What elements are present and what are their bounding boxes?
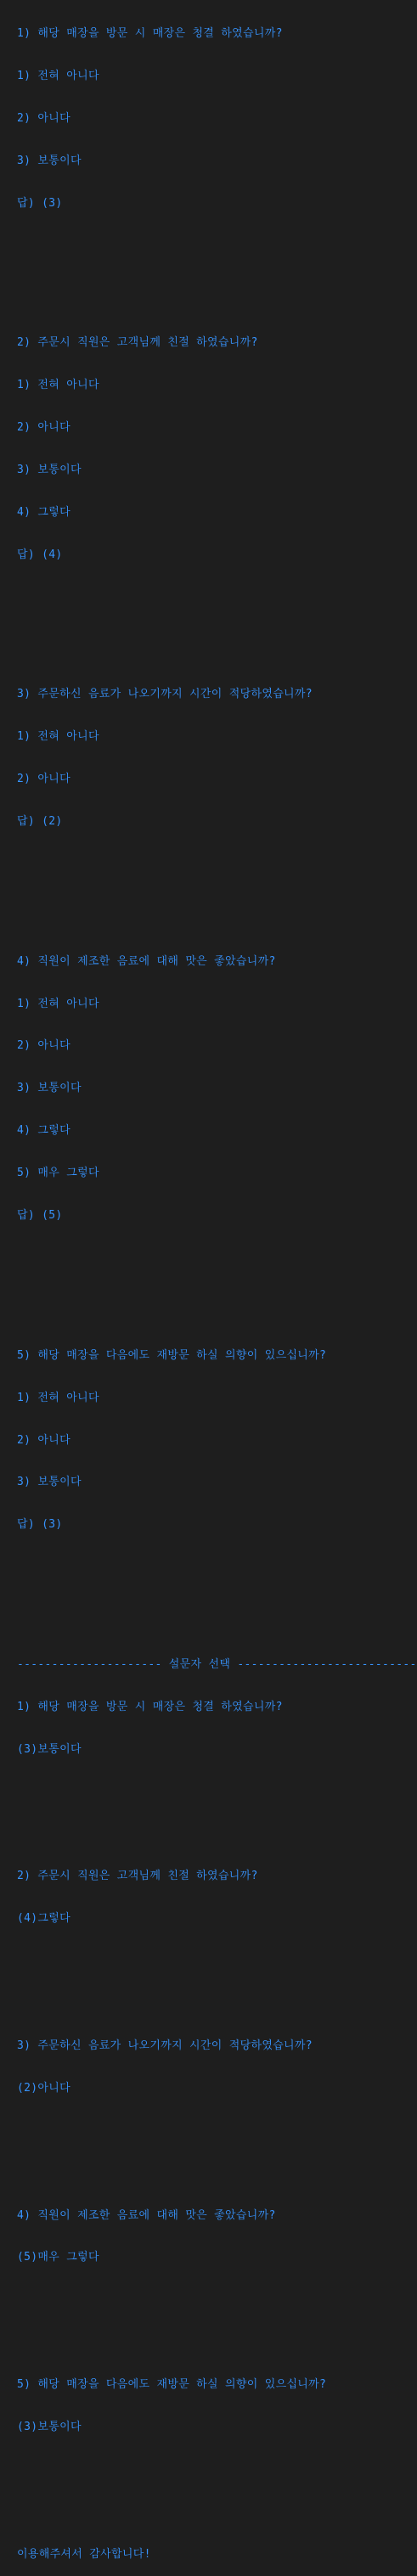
blank-line	[17, 279, 409, 296]
blank-line	[17, 2334, 409, 2351]
blank-line	[17, 1250, 409, 1267]
summary-question-4: 4) 직원이 제조한 음료에 대해 맛은 좋았습니까?	[17, 2208, 276, 2222]
option-line: 4) 그렇다	[17, 505, 70, 519]
answer-line: 답) (5)	[17, 1209, 63, 1223]
blank-line	[17, 2292, 409, 2309]
answer-line: 답) (2)	[17, 815, 63, 829]
summary-divider: --------------------- 설문자 선택 --------------------------	[17, 1657, 417, 1671]
blank-line	[17, 1292, 409, 1309]
blank-line	[17, 2461, 409, 2478]
survey-question-4: 4) 직원이 제조한 음료에 대해 맛은 좋았습니까?	[17, 954, 276, 968]
blank-line	[17, 1784, 409, 1801]
blank-line	[17, 1826, 409, 1843]
summary-answer-1: (3)보통이다	[17, 1742, 82, 1756]
answer-line: 답) (3)	[17, 1518, 63, 1532]
blank-line	[17, 631, 409, 648]
blank-line	[17, 237, 409, 254]
survey-question-1: 1) 해당 매장을 방문 시 매장은 청결 하였습니까?	[17, 27, 283, 40]
summary-question-2: 2) 주문시 직원은 고객님께 친절 하였습니까?	[17, 1870, 258, 1883]
option-line: 1) 전혀 아니다	[17, 379, 99, 392]
option-line: 2) 아니다	[17, 773, 70, 786]
option-line: 3) 보통이다	[17, 1476, 82, 1489]
blank-line	[17, 898, 409, 915]
console-output	[17, 0, 417, 2576]
blank-line	[17, 2165, 409, 2182]
survey-question-2: 2) 주문시 직원은 고객님께 친절 하였습니까?	[17, 336, 258, 350]
blank-line	[17, 2504, 409, 2521]
summary-question-3: 3) 주문하신 음료가 나오기까지 시간이 적당하였습니까?	[17, 2039, 313, 2052]
answer-line: 답) (3)	[17, 196, 63, 210]
blank-line	[17, 1559, 409, 1576]
option-line: 2) 아니다	[17, 1039, 70, 1053]
option-line: 1) 전혀 아니다	[17, 730, 99, 744]
summary-question-1: 1) 해당 매장을 방문 시 매장은 청결 하였습니까?	[17, 1700, 283, 1713]
thank-you-message: 이용해주셔서 감사합니다!	[17, 2547, 151, 2561]
blank-line	[17, 1601, 409, 1618]
option-line: 4) 그렇다	[17, 1124, 70, 1138]
option-line: 3) 보통이다	[17, 463, 82, 476]
summary-answer-4: (5)매우 그렇다	[17, 2251, 99, 2264]
option-line: 3) 보통이다	[17, 1082, 82, 1095]
blank-line	[17, 856, 409, 873]
blank-line	[17, 589, 409, 606]
survey-question-3: 3) 주문하신 음료가 나오기까지 시간이 적당하였습니까?	[17, 688, 313, 701]
option-line: 3) 보통이다	[17, 154, 82, 167]
summary-answer-5: (3)보통이다	[17, 2420, 82, 2433]
survey-question-5: 5) 해당 매장을 다음에도 재방문 하실 의향이 있으십니까?	[17, 1348, 327, 1362]
blank-line	[17, 2123, 409, 2140]
blank-line	[17, 1953, 409, 1970]
summary-answer-3: (2)아니다	[17, 2081, 70, 2095]
option-line: 1) 전혀 아니다	[17, 997, 99, 1010]
option-line: 1) 전혀 아니다	[17, 1391, 99, 1404]
summary-question-5: 5) 해당 매장을 다음에도 재방문 하실 의향이 있으십니까?	[17, 2378, 327, 2392]
option-line: 2) 아니다	[17, 1433, 70, 1447]
option-line: 2) 아니다	[17, 111, 70, 125]
blank-line	[17, 1995, 409, 2012]
answer-line: 답) (4)	[17, 548, 63, 561]
option-line: 5) 매우 그렇다	[17, 1167, 99, 1180]
option-line: 1) 전혀 아니다	[17, 69, 99, 82]
option-line: 2) 아니다	[17, 421, 70, 435]
summary-answer-2: (4)그렇다	[17, 1912, 70, 1926]
